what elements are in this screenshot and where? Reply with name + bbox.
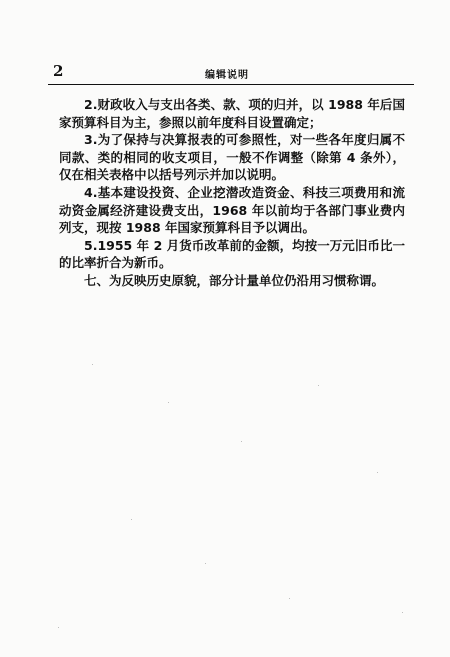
paragraph-item-5: 5.1955 年 2 月货币改革前的金额，均按一万元旧币比一的比率折合为新币。 bbox=[59, 237, 405, 271]
scan-speck bbox=[92, 364, 93, 365]
body-text bbox=[59, 96, 405, 290]
scan-speck bbox=[241, 441, 242, 442]
scan-speck bbox=[58, 627, 59, 628]
scan-speck bbox=[402, 612, 403, 613]
paragraph-section-7: 七、为反映历史原貌，部分计量单位仍沿用习惯称谓。 bbox=[84, 272, 385, 288]
scan-speck bbox=[377, 472, 378, 473]
header-rule bbox=[48, 84, 414, 85]
scan-speck bbox=[131, 519, 132, 520]
paragraph-item-4: 4.基本建设投资、企业挖潜改造资金、科技三项费用和流动资金属经济建设费支出，1968 年以前均于各部门事业费内列支，现按 1988 年国家预算科目予以调出。 bbox=[59, 184, 405, 236]
scan-speck bbox=[289, 598, 290, 599]
scan-speck bbox=[318, 385, 319, 386]
scan-speck bbox=[168, 402, 169, 403]
paragraph-item-3: 3.为了保持与决算报表的可参照性，对一些各年度归属不同款、类的相同的收支项目，一般不作调整（除第 4 条外），仅在相关表格中以括号列示并加以说明。 bbox=[59, 132, 405, 183]
paragraph-item-2: 2.财政收入与支出各类、款、项的归并，以 1988 年后国家预算科目为主，参照以前年度科目设置确定； bbox=[59, 97, 405, 130]
running-title: 编辑说明 bbox=[205, 70, 249, 81]
page-number: 2 bbox=[53, 62, 64, 80]
scan-speck bbox=[205, 563, 206, 564]
